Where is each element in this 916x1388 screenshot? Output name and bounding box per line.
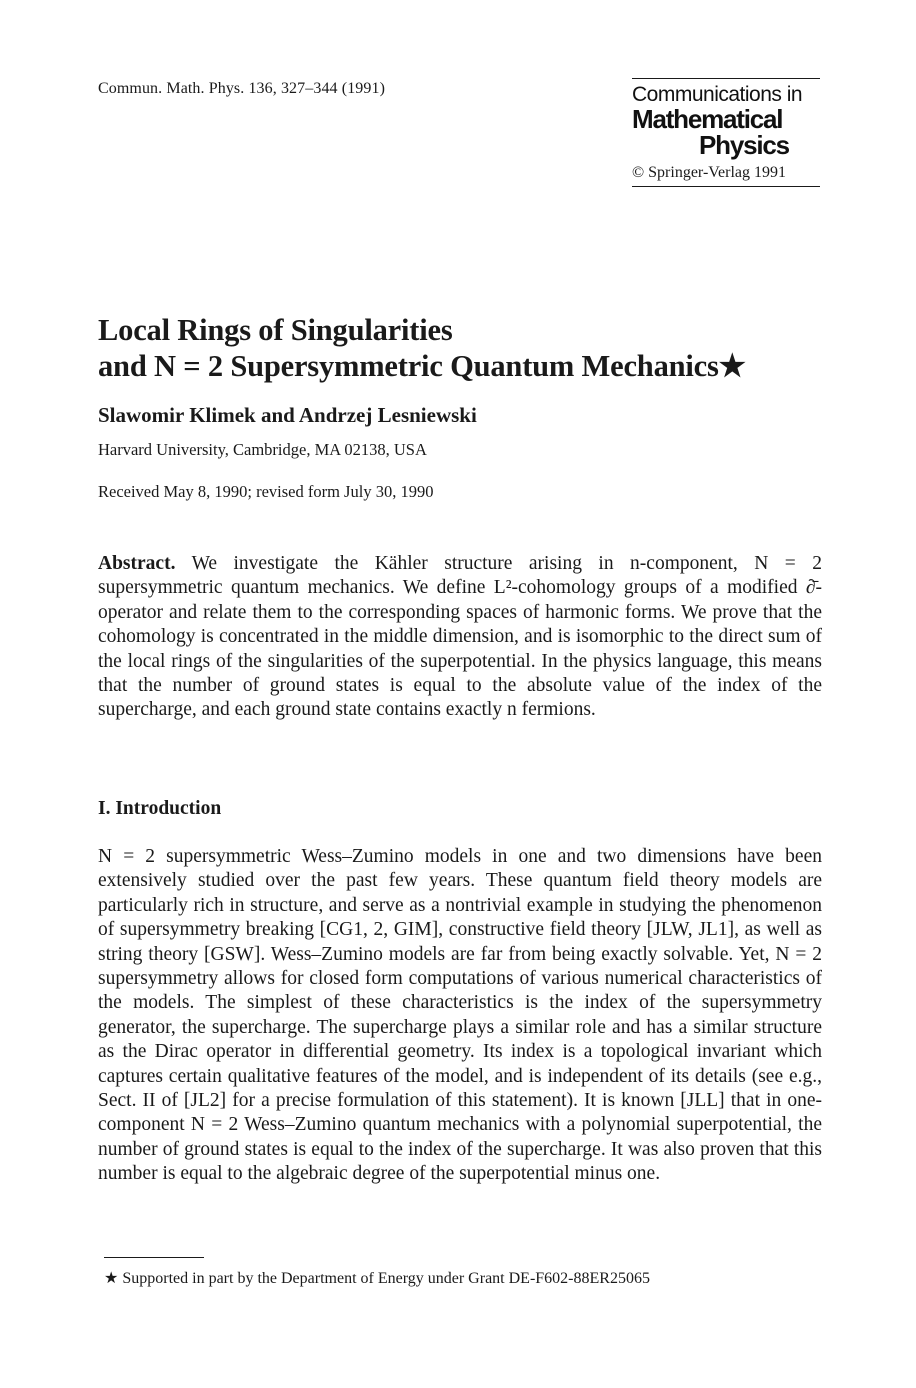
abstract: [98, 552, 822, 723]
section-heading-introduction: I. Introduction: [98, 798, 222, 819]
journal-masthead: [632, 78, 820, 187]
journal-citation: Commun. Math. Phys. 136, 327–344 (1991): [98, 80, 386, 97]
received-date: Received May 8, 1990; revised form July 30, 1990: [98, 482, 434, 501]
article-authors: Slawomir Klimek and Andrzej Lesniewski: [98, 403, 477, 427]
footnote: ★ Supported in part by the Department of Energy under Grant DE-F602-88ER25065: [104, 1270, 650, 1287]
introduction-paragraph: N = 2 supersymmetric Wess–Zumino models in one and two dimensions have been extensively studied over the past few years. These quantum field theory models are particularly rich in structure, and serve as a nontrivial example in studying the phenomenon of supersymmetry breaking [CG1, 2, GIM], constructive field theory [JLW, JL1], as well as string theory [GSW]. Wess–Zumino models are far from being exactly solvable. Yet, N = 2 supersymmetry allows for closed form computations of various numerical characteristics of the models. The simplest of these characteristics is the index of the supersymmetry generator, the supercharge. The supercharge plays a similar role and has a similar structure as the Dirac operator in differential geometry. Its index is a topological invariant which captures certain qualitative features of the model, and is independent of its details (see e.g., Sect. II of [JL2] for a precise formulation of this statement). It is known [JLL] that in one-component N = 2 Wess–Zumino quantum mechanics with a polynomial superpotential, the number of ground states is equal to the index of the supercharge. It was also proven that this number is equal to the algebraic degree of the superpotential minus one.: [98, 846, 822, 1185]
journal-name-line-1: Communications in: [632, 83, 803, 106]
article-title: [98, 312, 746, 384]
journal-name-line-2: Mathematical: [632, 104, 783, 134]
publisher-copyright: © Springer-Verlag 1991: [632, 164, 787, 181]
title-line-2: and N = 2 Supersymmetric Quantum Mechanics★: [98, 349, 746, 383]
author-affiliation: Harvard University, Cambridge, MA 02138, USA: [98, 440, 427, 459]
abstract-label: Abstract.: [98, 553, 176, 574]
footnote-divider: [104, 1257, 204, 1258]
abstract-text: We investigate the Kähler structure arising in n-component, N = 2 supersymmetric quantum mechanics. We define L²-cohomology groups of a modified ∂̄-operator and relate them to the corresponding spaces of harmonic forms. We prove that the cohomology is concentrated in the middle dimension, and is isomorphic to the direct sum of the local rings of the singularities of the superpotential. In the physics language, this means that the number of ground states is equal to the absolute value of the index of the supercharge, and each ground state contains exactly n fermions.: [98, 553, 822, 721]
journal-name-line-3: Physics: [699, 130, 789, 160]
title-line-1: Local Rings of Singularities: [98, 313, 453, 347]
